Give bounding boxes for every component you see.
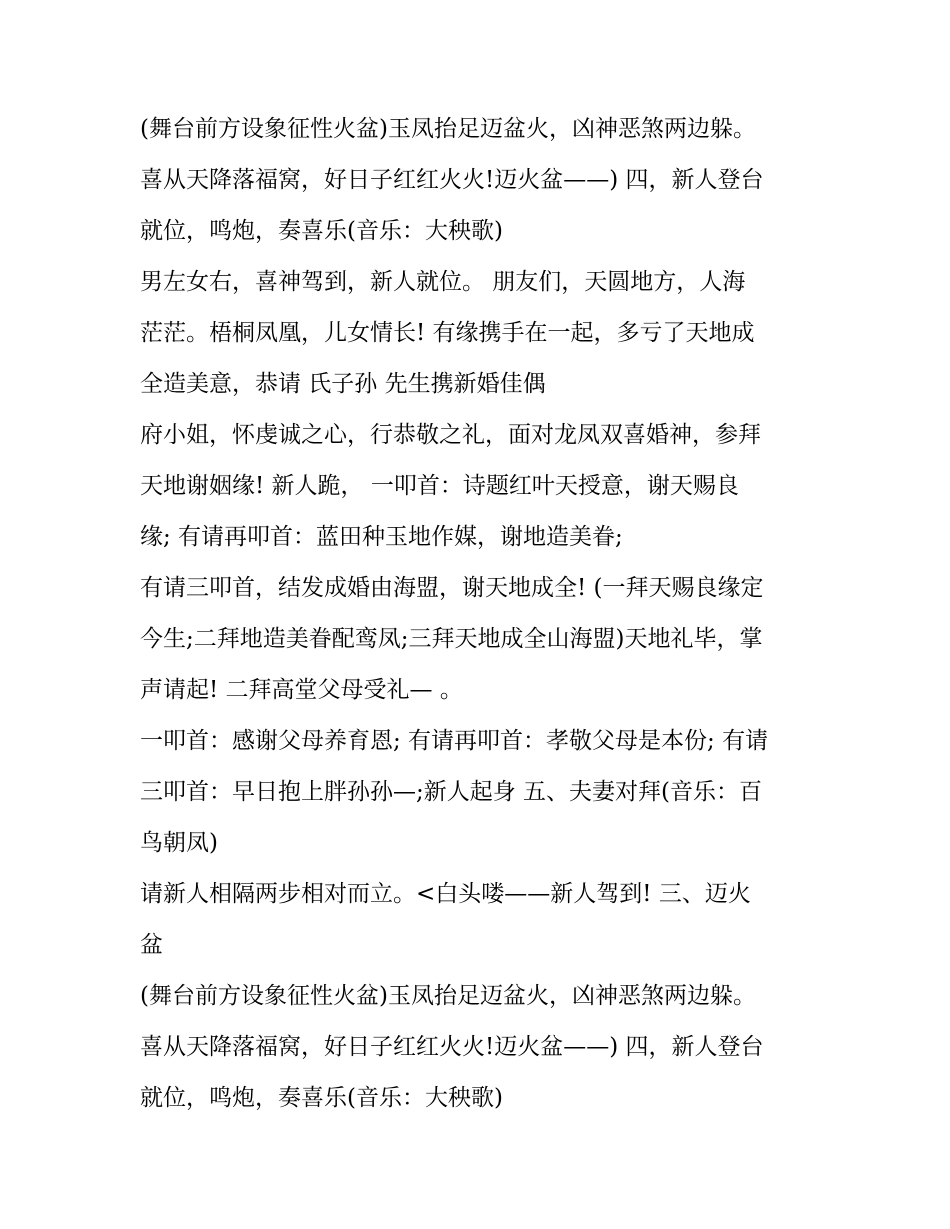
text-line: 鸟朝凤) [140, 830, 218, 856]
text-line: 一叩首：感谢父母养育恩; 有请再叩首：孝敬父母是本份; 有请 [140, 728, 769, 754]
document-body [140, 104, 830, 1124]
text-line: (舞台前方设象征性火盆)玉凤抬足迈盆火，凶神恶煞两边躲。 [140, 116, 756, 142]
text-line: (舞台前方设象征性火盆)玉凤抬足迈盆火，凶神恶煞两边躲。 [140, 983, 756, 1009]
text-line: 茫茫。梧桐凤凰，儿女情长! 有缘携手在一起，多亏了天地成 [140, 320, 755, 346]
text-line: 喜从天降落福窝，好日子红红火火!迈火盆——) 四，新人登台 [140, 1034, 764, 1060]
text-line: 今生;二拜地造美眷配鸾凤;三拜天地成全山海盟)天地礼毕，掌 [140, 626, 763, 652]
text-line: 有请三叩首，结发成婚由海盟，谢天地成全! (一拜天赐良缘定 [140, 575, 764, 601]
text-line: 就位，鸣炮，奏喜乐(音乐：大秧歌) [140, 1085, 503, 1111]
text-line: 男左女右，喜神驾到，新人就位。 朋友们，天圆地方，人海 [140, 269, 746, 295]
text-line: 就位，鸣炮，奏喜乐(音乐：大秧歌) [140, 218, 503, 244]
text-line: 三叩首：早日抱上胖孙孙—;新人起身 五、夫妻对拜(音乐：百 [140, 779, 763, 805]
text-line: 缘; 有请再叩首：蓝田种玉地作媒，谢地造美眷; [140, 524, 623, 550]
text-line: 天地谢姻缘! 新人跪， 一叩首：诗题红叶天授意，谢天赐良 [140, 473, 739, 499]
text-line: 请新人相隔两步相对而立。<白头喽——新人驾到! 三、迈火 [140, 881, 751, 907]
text-line: 盆 [140, 932, 163, 958]
text-line: 全造美意，恭请 氏子孙 先生携新婚佳偶 [140, 371, 546, 397]
text-line: 喜从天降落福窝，好日子红红火火!迈火盆——) 四，新人登台 [140, 167, 764, 193]
text-line: 府小姐，怀虔诚之心，行恭敬之礼，面对龙凤双喜婚神，参拜 [140, 422, 761, 448]
text-line: 声请起! 二拜高堂父母受礼— 。 [140, 677, 463, 703]
